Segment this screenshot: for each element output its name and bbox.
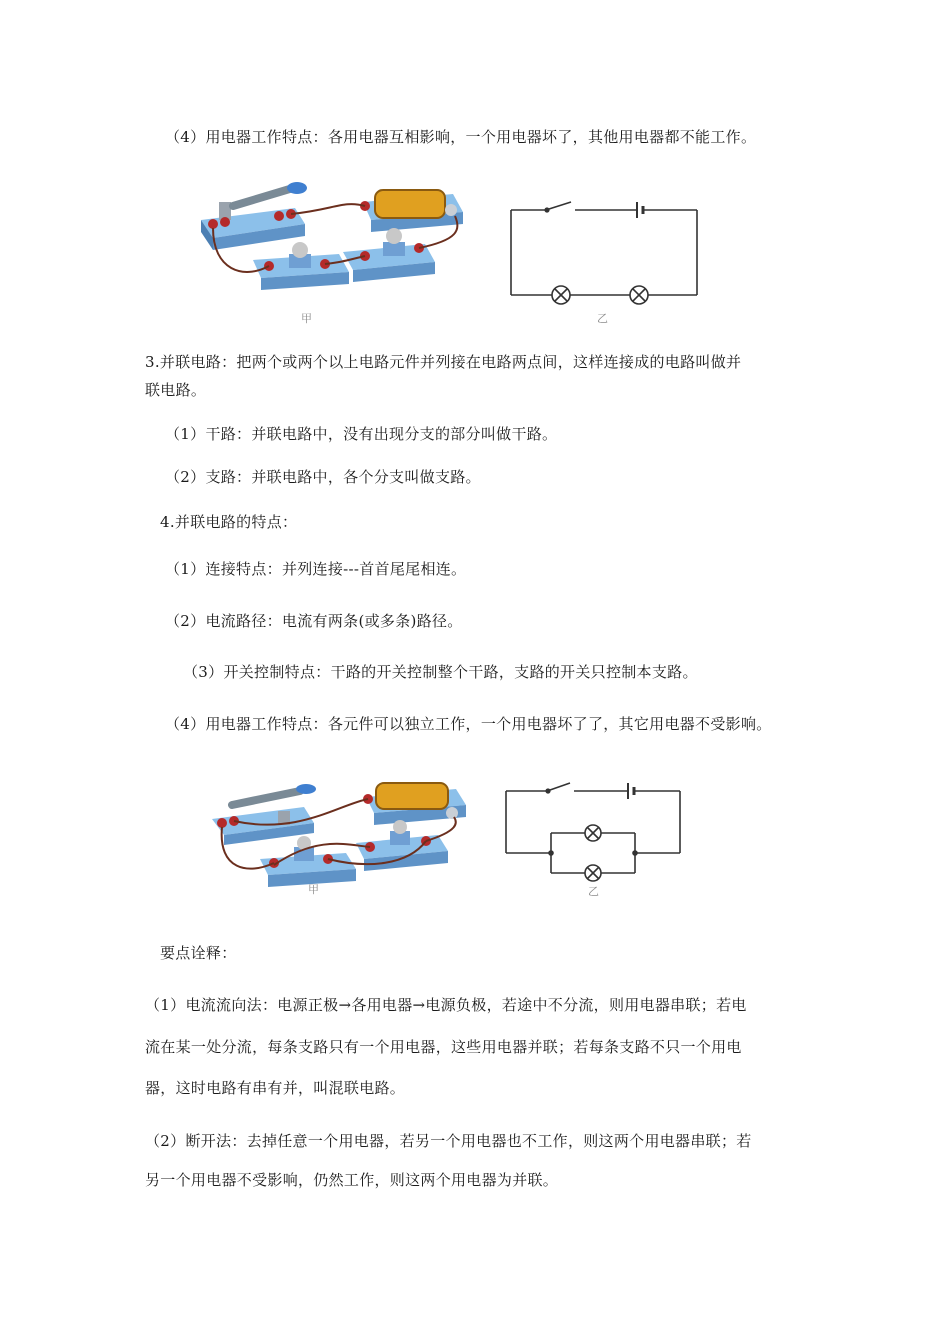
current-path-feature: （2）电流路径：电流有两条(或多条)路径。 xyxy=(165,612,463,630)
branch-definition: （2）支路：并联电路中，各个分支叫做支路。 xyxy=(165,468,481,486)
disconnect-method: （2）断开法：去掉任意一个用电器，若另一个用电器也不工作，则这两个用电器串联；若 xyxy=(145,1132,752,1150)
parallel-physical-circuit-image xyxy=(212,783,466,896)
series-physical-circuit-image xyxy=(201,182,463,325)
figure2-caption-right: 乙 xyxy=(588,885,599,898)
series-circuit-figure xyxy=(193,180,713,330)
parallel-definition: 3.并联电路：把两个或两个以上电路元件并列接在电路两点间，这样连接成的电路叫做并 xyxy=(145,353,742,371)
key-points-heading: 要点诠释： xyxy=(160,944,237,962)
switch-control-feature: （3）开关控制特点：干路的开关控制整个干路，支路的开关只控制本支路。 xyxy=(183,663,698,681)
series-schematic-diagram xyxy=(511,202,697,304)
series-user-feature: （4）用电器工作特点：各用电器互相影响，一个用电器坏了，其他用电器都不能工作。 xyxy=(165,128,757,146)
connection-feature: （1）连接特点：并列连接---首首尾尾相连。 xyxy=(165,560,467,578)
main-path-definition: （1）干路：并联电路中，没有出现分支的部分叫做干路。 xyxy=(165,425,558,443)
figure1-caption-right: 乙 xyxy=(597,312,608,325)
current-flow-method: （1）电流流向法：电源正极→各用电器→电源负极，若途中不分流，则用电器串联；若电 xyxy=(145,996,747,1014)
parallel-schematic-diagram xyxy=(506,783,680,881)
figure2-caption-left: 甲 xyxy=(308,883,319,896)
parallel-definition-cont: 联电路。 xyxy=(145,381,207,399)
parallel-user-feature: （4）用电器工作特点：各元件可以独立工作，一个用电器坏了了，其它用电器不受影响。 xyxy=(165,715,772,733)
current-flow-method-cont2: 器，这时电路有串有并，叫混联电路。 xyxy=(145,1079,406,1097)
parallel-features-heading: 4.并联电路的特点： xyxy=(160,513,298,531)
current-flow-method-cont1: 流在某一处分流，每条支路只有一个用电器，这些用电器并联；若每条支路不只一个用电 xyxy=(145,1038,742,1056)
parallel-circuit-figure xyxy=(208,775,708,900)
disconnect-method-cont: 另一个用电器不受影响，仍然工作，则这两个用电器为并联。 xyxy=(145,1171,559,1189)
figure1-caption-left: 甲 xyxy=(301,312,312,325)
